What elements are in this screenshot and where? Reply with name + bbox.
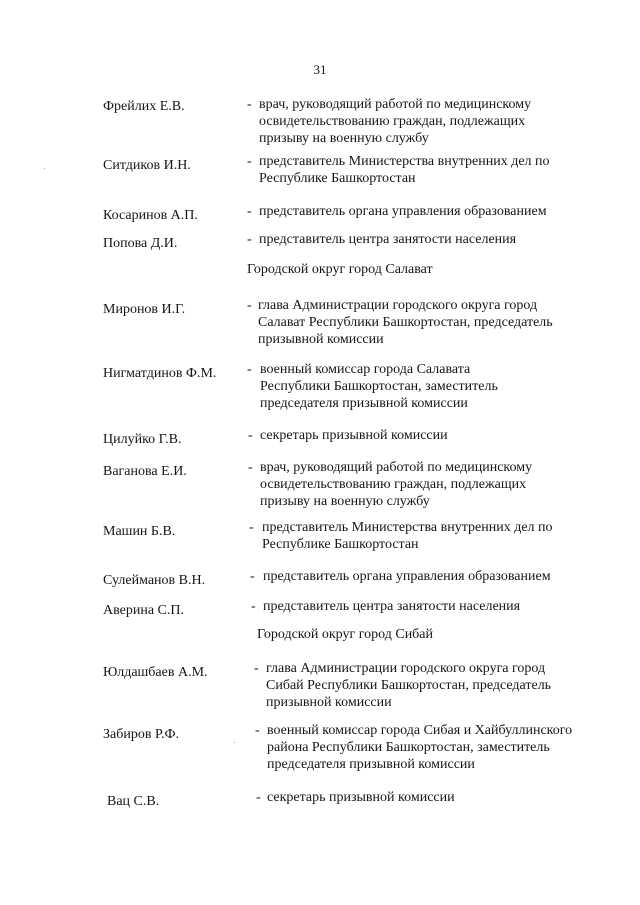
member-dash: - (255, 723, 260, 738)
member-role-line: призывной комиссии (258, 332, 384, 347)
member-dash: - (254, 661, 259, 676)
member-role-line: представитель центра занятости населения (263, 599, 521, 614)
member-dash: - (247, 298, 252, 313)
member-name: Сулейманов В.Н. (103, 573, 206, 588)
member-name: Миронов И.Г. (103, 302, 186, 317)
member-name: Аверина С.П. (103, 603, 184, 618)
member-dash: - (247, 362, 252, 377)
member-dash: - (250, 569, 255, 584)
section-heading-salavat: Городской округ город Салават (247, 262, 433, 277)
member-role-line: врач, руководящий работой по медицинскому (260, 460, 533, 475)
member-role-line: представитель центра занятости населения (259, 232, 517, 247)
member-dash: - (251, 599, 256, 614)
member-dash: - (249, 520, 254, 535)
member-dash: - (256, 790, 261, 805)
member-name: Нигматдинов Ф.М. (103, 366, 217, 381)
member-dash: - (247, 97, 252, 112)
member-role-line: представитель органа управления образованием (263, 569, 551, 584)
member-name: Фрейлих Е.В. (103, 99, 185, 114)
scan-speck (234, 742, 235, 743)
member-role-line: представитель органа управления образованием (259, 204, 547, 219)
member-role-line: председателя призывной комиссии (260, 396, 468, 411)
member-role-line: секретарь призывной комиссии (260, 428, 448, 443)
member-role-line: врач, руководящий работой по медицинскому (259, 97, 532, 112)
member-dash: - (247, 154, 252, 169)
member-role-line: Салават Республики Башкортостан, председатель (258, 315, 553, 330)
member-role-line: призыву на военную службу (259, 131, 429, 146)
member-name: Юлдашбаев А.М. (103, 665, 208, 680)
member-role-line: освидетельствованию граждан, подлежащих (260, 477, 527, 492)
member-name: Косаринов А.П. (103, 208, 198, 223)
member-name: Забиров Р.Ф. (103, 727, 180, 742)
member-role-line: военный комиссар города Салавата (260, 362, 471, 377)
member-role-line: района Республики Башкортостан, заместитель (267, 740, 550, 755)
member-dash: - (247, 232, 252, 247)
page-number: 31 (313, 62, 327, 77)
member-role-line: Республики Башкортостан, заместитель (260, 379, 498, 394)
member-dash: - (247, 204, 252, 219)
member-role-line: председателя призывной комиссии (267, 757, 475, 772)
member-role-line: военный комиссар города Сибая и Хайбуллинского (267, 723, 573, 738)
section-heading-sibai: Городской округ город Сибай (257, 627, 434, 642)
member-dash: - (248, 428, 253, 443)
member-name: Машин Б.В. (103, 524, 176, 539)
scan-speck (44, 168, 45, 169)
member-role-line: секретарь призывной комиссии (267, 790, 455, 805)
member-name: Вац С.В. (107, 794, 160, 809)
member-role-line: призывной комиссии (266, 695, 392, 710)
member-name: Ситдиков И.Н. (103, 158, 191, 173)
member-role-line: глава Администрации городского округа город (258, 298, 538, 313)
member-role-line: глава Администрации городского округа город (266, 661, 546, 676)
member-role-line: призыву на военную службу (260, 494, 430, 509)
member-role-line: Сибай Республики Башкортостан, председатель (266, 678, 552, 693)
member-role-line: представитель Министерства внутренних дел по (259, 154, 550, 169)
member-role-line: Республике Башкортостан (259, 171, 416, 186)
member-dash: - (248, 460, 253, 475)
member-role-line: освидетельствованию граждан, подлежащих (259, 114, 526, 129)
member-name: Попова Д.И. (103, 236, 178, 251)
member-role-line: представитель Министерства внутренних дел по (262, 520, 553, 535)
member-role-line: Республике Башкортостан (262, 537, 419, 552)
member-name: Цилуйко Г.В. (103, 432, 182, 447)
member-name: Ваганова Е.И. (103, 464, 187, 479)
